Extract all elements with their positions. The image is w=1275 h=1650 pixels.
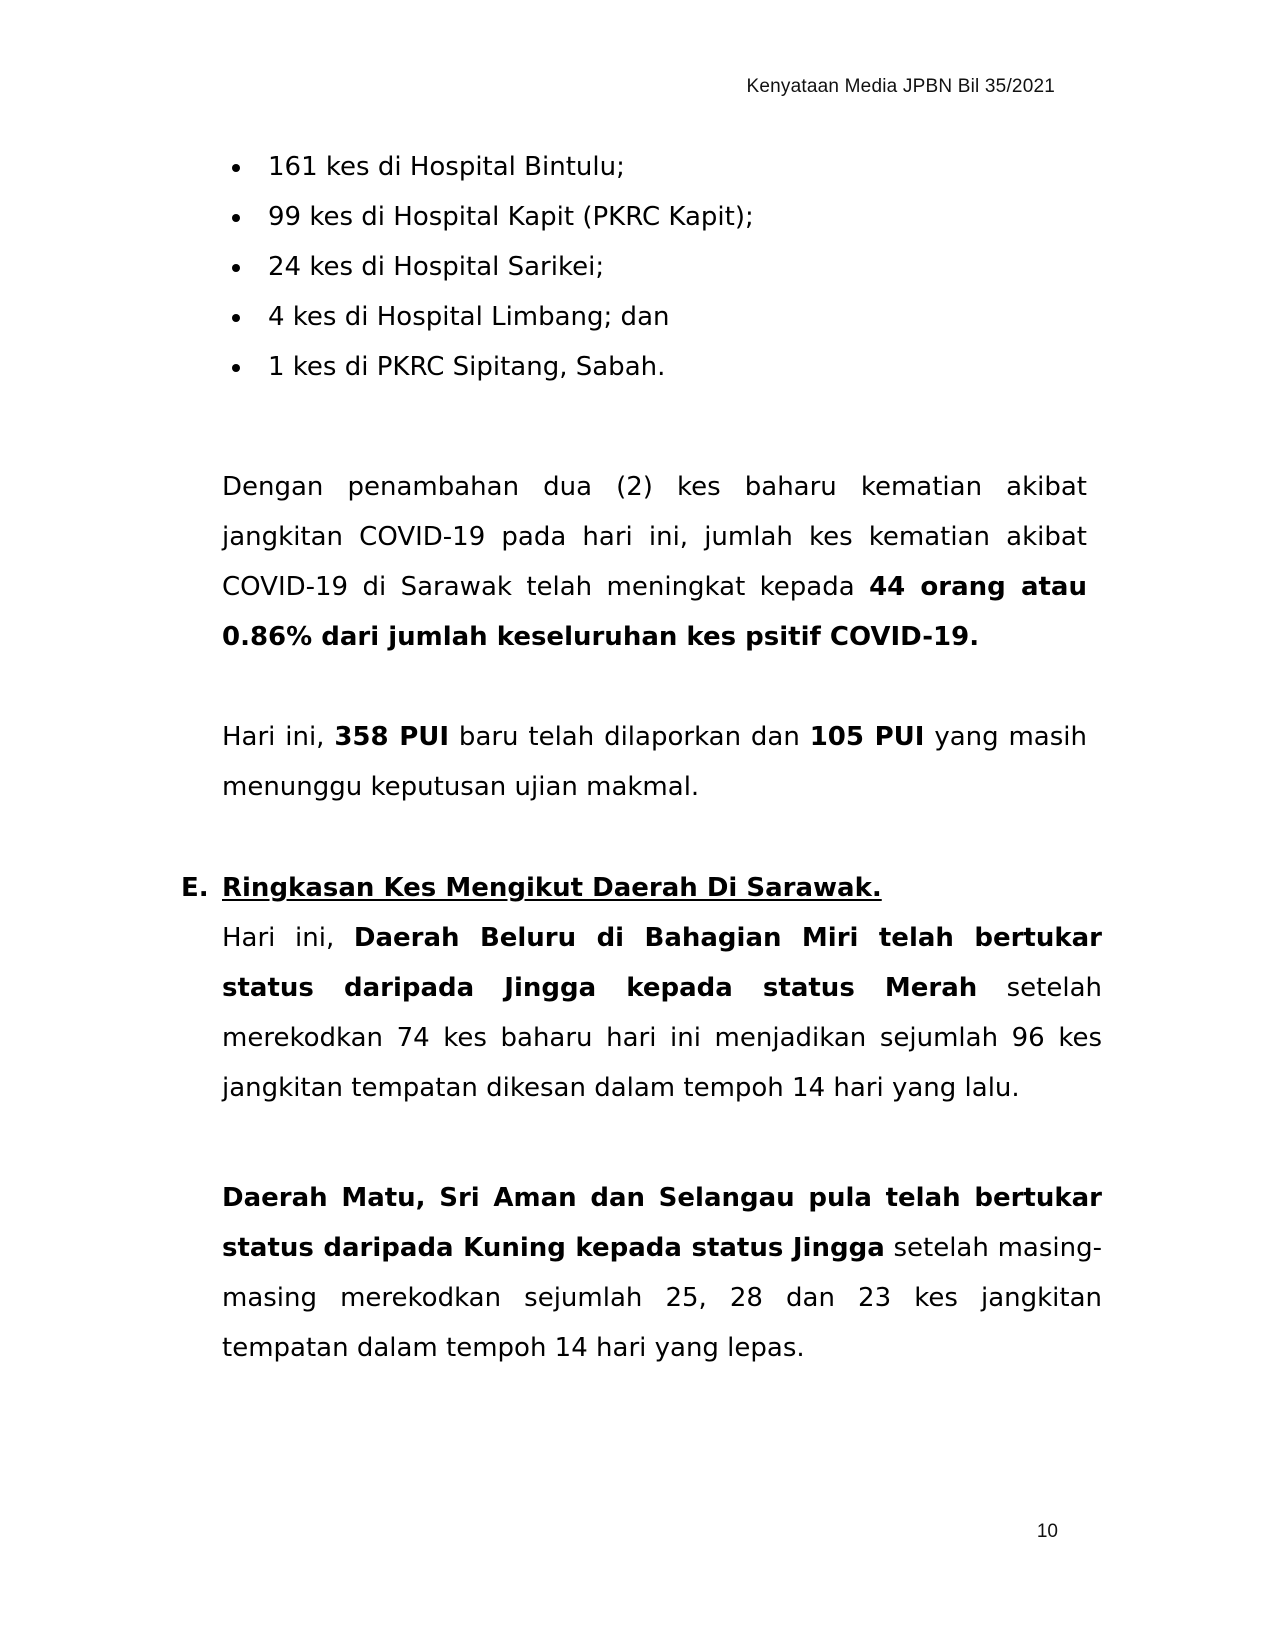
beluru-text-2: setelah merekodkan 74 kes baharu hari ini menjadikan sejumlah 96 kes jangkitan tempatan dikesan dalam tempoh 14 hari yang lalu. xyxy=(222,973,1102,1103)
matu-paragraph xyxy=(222,1173,1102,1373)
beluru-paragraph xyxy=(222,913,1102,1113)
pui-text-1: Hari ini, xyxy=(222,722,335,752)
bullet-icon xyxy=(232,314,240,322)
bullet-icon xyxy=(232,264,240,272)
list-item xyxy=(232,298,754,348)
matu-text: setelah masing-masing merekodkan sejumlah 25, 28 dan 23 kes jangkitan tempatan dalam tempoh 14 hari yang lepas. xyxy=(222,1233,1102,1363)
list-item-text: 24 kes di Hospital Sarikei; xyxy=(268,252,605,282)
bullet-icon xyxy=(232,214,240,222)
page-number: 10 xyxy=(1036,1521,1058,1542)
list-item-text: 4 kes di Hospital Limbang; dan xyxy=(268,302,670,332)
list-item xyxy=(232,348,754,398)
section-title: Ringkasan Kes Mengikut Daerah Di Sarawak. xyxy=(222,873,882,903)
list-item-text: 1 kes di PKRC Sipitang, Sabah. xyxy=(268,352,666,382)
section-heading xyxy=(181,863,882,913)
pui-pending-count: 105 PUI xyxy=(809,722,925,752)
pui-paragraph xyxy=(222,712,1087,812)
page-header: Kenyataan Media JPBN Bil 35/2021 xyxy=(746,76,1055,97)
list-item xyxy=(232,248,754,298)
matu-highlight: Daerah Matu, Sri Aman dan Selangau pula telah bertukar status daripada Kuning kepada status Jingga xyxy=(222,1183,1102,1263)
list-item-text: 99 kes di Hospital Kapit (PKRC Kapit); xyxy=(268,202,754,232)
pui-text-2: baru telah dilaporkan dan xyxy=(449,722,810,752)
pui-new-count: 358 PUI xyxy=(334,722,450,752)
section-letter: E. xyxy=(181,873,209,903)
deaths-highlight: 44 orang atau 0.86% dari jumlah keseluruhan kes psitif COVID-19. xyxy=(222,572,1087,652)
bullet-icon xyxy=(232,164,240,172)
hospital-case-list xyxy=(232,148,754,398)
list-item xyxy=(232,198,754,248)
beluru-highlight: Daerah Beluru di Bahagian Miri telah bertukar status daripada Jingga kepada status Merah xyxy=(222,923,1102,1003)
beluru-text-1: Hari ini, xyxy=(222,923,354,953)
deaths-paragraph xyxy=(222,462,1087,662)
list-item-text: 161 kes di Hospital Bintulu; xyxy=(268,152,625,182)
list-item xyxy=(232,148,754,198)
deaths-text: Dengan penambahan dua (2) kes baharu kematian akibat jangkitan COVID-19 pada hari ini, jumlah kes kematian akibat COVID-19 di Sarawak telah meningkat kepada xyxy=(222,472,1087,602)
bullet-icon xyxy=(232,364,240,372)
pui-text-3: yang masih menunggu keputusan ujian makmal. xyxy=(222,722,1087,802)
